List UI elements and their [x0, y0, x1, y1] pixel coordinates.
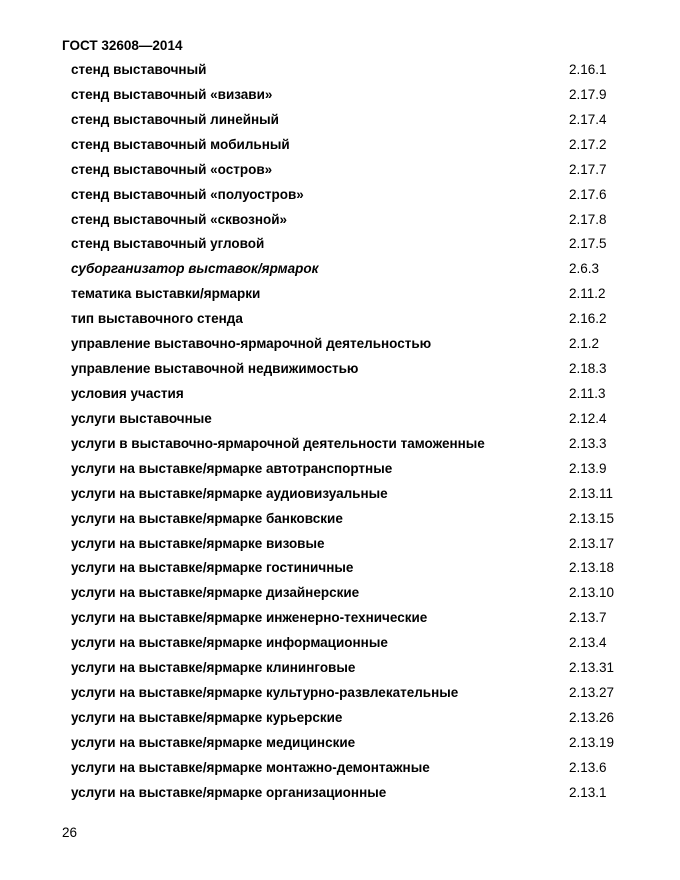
- index-reference: 2.16.2: [569, 311, 607, 327]
- index-reference: 2.17.6: [569, 186, 607, 202]
- index-term: услуги на выставке/ярмарке автотранспортные: [71, 460, 393, 476]
- index-entry: [0, 408, 680, 433]
- index-entry: [0, 209, 680, 234]
- index-entry: [0, 508, 680, 533]
- index-reference: 2.6.3: [569, 261, 600, 277]
- document-header: ГОСТ 32608—2014: [62, 38, 183, 53]
- index-entry: [0, 84, 680, 109]
- index-reference: 2.1.2: [569, 336, 600, 352]
- index-reference: 2.18.3: [569, 361, 607, 377]
- index-reference: 2.13.1: [569, 784, 607, 800]
- index-reference: 2.13.27: [569, 685, 615, 701]
- index-entry: [0, 109, 680, 134]
- index-reference: 2.17.4: [569, 111, 607, 127]
- index-entry: [0, 557, 680, 582]
- index-entry: [0, 283, 680, 308]
- index-term: услуги на выставке/ярмарке информационные: [71, 635, 388, 651]
- index-entry: [0, 782, 680, 807]
- index-term: условия участия: [71, 385, 184, 401]
- index-term: стенд выставочный «сквозной»: [71, 211, 288, 227]
- index-entry: [0, 233, 680, 258]
- index-reference: 2.13.17: [569, 535, 615, 551]
- index-reference: 2.13.10: [569, 585, 615, 601]
- index-entry: [0, 682, 680, 707]
- index-term: управление выставочно-ярмарочной деятельностью: [71, 336, 432, 352]
- index-reference: 2.11.2: [569, 286, 606, 302]
- index-reference: 2.13.15: [569, 510, 615, 526]
- index-term: услуги на выставке/ярмарке организационные: [71, 784, 387, 800]
- index-term: суборганизатор выставок/ярмарок: [71, 261, 319, 277]
- index-term: услуги на выставке/ярмарке дизайнерские: [71, 585, 360, 601]
- index-reference: 2.13.7: [569, 610, 607, 626]
- index-term: услуги на выставке/ярмарке визовые: [71, 535, 325, 551]
- index-term: стенд выставочный «остров»: [71, 161, 273, 177]
- index-reference: 2.17.9: [569, 86, 607, 102]
- index-entry: [0, 483, 680, 508]
- index-term: услуги в выставочно-ярмарочной деятельности таможенные: [71, 435, 485, 451]
- index-term: стенд выставочный угловой: [71, 236, 265, 252]
- index-reference: 2.13.9: [569, 460, 607, 476]
- index-entry: [0, 383, 680, 408]
- index-entry: [0, 184, 680, 209]
- index-term: стенд выставочный мобильный: [71, 136, 290, 152]
- index-term: тематика выставки/ярмарки: [71, 286, 261, 302]
- index-reference: 2.11.3: [569, 385, 606, 401]
- index-reference: 2.12.4: [569, 410, 607, 426]
- index-entry: [0, 333, 680, 358]
- index-reference: 2.17.7: [569, 161, 607, 177]
- index-term: услуги на выставке/ярмарке банковские: [71, 510, 343, 526]
- index-reference: 2.13.4: [569, 635, 607, 651]
- index-entry: [0, 533, 680, 558]
- index-term: стенд выставочный «полуостров»: [71, 186, 304, 202]
- page-number: 26: [62, 825, 78, 840]
- index-term: стенд выставочный линейный: [71, 111, 279, 127]
- index-term: управление выставочной недвижимостью: [71, 361, 359, 377]
- index-entry: [0, 657, 680, 682]
- index-reference: 2.16.1: [569, 62, 607, 77]
- index-reference: 2.13.26: [569, 709, 615, 725]
- index-reference: 2.13.19: [569, 734, 615, 750]
- index-entry: [0, 632, 680, 657]
- index-term: тип выставочного стенда: [71, 311, 243, 327]
- index-entry: [0, 433, 680, 458]
- index-term: услуги на выставке/ярмарке инженерно-технические: [71, 610, 428, 626]
- index-term: услуги на выставке/ярмарке культурно-развлекательные: [71, 685, 459, 701]
- index-term: услуги на выставке/ярмарке монтажно-демонтажные: [71, 759, 430, 775]
- index-entry: [0, 134, 680, 159]
- index-term: услуги на выставке/ярмарке курьерские: [71, 709, 343, 725]
- index-entry-list: [0, 59, 680, 807]
- index-term: стенд выставочный: [71, 62, 207, 77]
- index-entry: [0, 159, 680, 184]
- index-term: стенд выставочный «визави»: [71, 86, 273, 102]
- index-reference: 2.13.6: [569, 759, 607, 775]
- index-term: услуги на выставке/ярмарке гостиничные: [71, 560, 354, 576]
- index-entry: [0, 582, 680, 607]
- index-entry: [0, 59, 680, 84]
- index-entry: [0, 358, 680, 383]
- index-entry: [0, 707, 680, 732]
- index-term: услуги на выставке/ярмарке аудиовизуальные: [71, 485, 388, 501]
- index-reference: 2.13.11: [569, 485, 614, 501]
- index-term: услуги на выставке/ярмарке клининговые: [71, 660, 356, 676]
- index-reference: 2.17.8: [569, 211, 607, 227]
- index-entry: [0, 607, 680, 632]
- index-reference: 2.13.18: [569, 560, 615, 576]
- index-entry: [0, 732, 680, 757]
- index-term: услуги выставочные: [71, 410, 212, 426]
- index-reference: 2.13.31: [569, 660, 615, 676]
- index-term: услуги на выставке/ярмарке медицинские: [71, 734, 356, 750]
- index-reference: 2.17.2: [569, 136, 607, 152]
- index-entry: [0, 258, 680, 283]
- index-reference: 2.13.3: [569, 435, 607, 451]
- index-entry: [0, 308, 680, 333]
- index-entry: [0, 458, 680, 483]
- index-reference: 2.17.5: [569, 236, 607, 252]
- index-entry: [0, 757, 680, 782]
